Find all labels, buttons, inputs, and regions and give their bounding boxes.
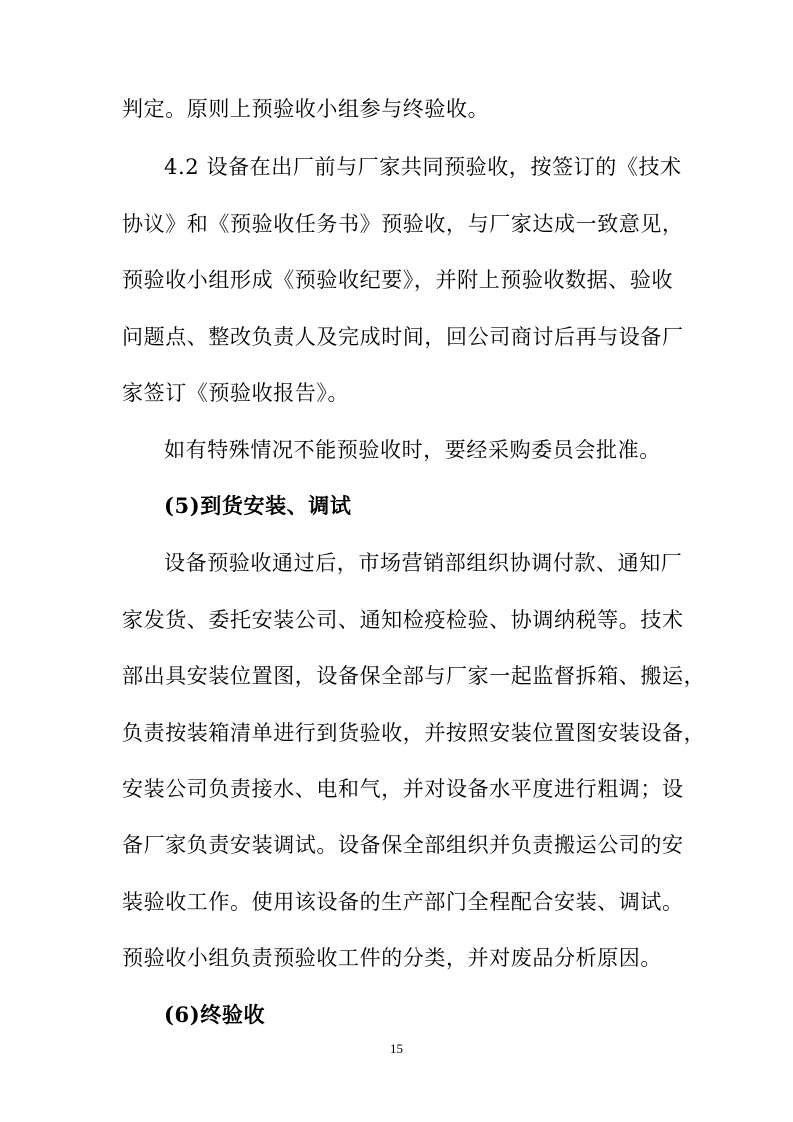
paragraph-line-7: 如有特殊情况不能预验收时，要经采购委员会批准。 (164, 438, 661, 462)
paragraph-line-2: 4.2 设备在出厂前与厂家共同预验收，按签订的《技术 (164, 155, 682, 179)
paragraph-line-5: 问题点、整改负责人及完成时间，回公司商讨后再与设备厂 (122, 325, 684, 349)
paragraph-line-13: 安装公司负责接水、电和气，并对设备水平度进行粗调；设 (122, 777, 684, 801)
paragraph-line-16: 预验收小组负责预验收工件的分类，并对废品分析原因。 (122, 946, 662, 970)
paragraph-line-10: 家发货、委托安装公司、通知检疫检验、协调纳税等。技术 (122, 608, 684, 632)
paragraph-line-12: 负责按装箱清单进行到货验收，并按照安装位置图安装设备， (122, 721, 706, 745)
paragraph-line-1: 判定。原则上预验收小组参与终验收。 (122, 97, 490, 121)
section-heading-6: (6)终验收 (164, 1002, 266, 1027)
section-heading-5: (5)到货安装、调试 (164, 493, 352, 518)
paragraph-line-15: 装验收工作。使用该设备的生产部门全程配合安装、调试。 (122, 890, 684, 914)
page-number: 15 (390, 1041, 403, 1056)
paragraph-line-6: 家签订《预验收报告》。 (122, 381, 350, 405)
paragraph-line-14: 备厂家负责安装调试。设备保全部组织并负责搬运公司的安 (122, 833, 684, 857)
paragraph-line-9: 设备预验收通过后，市场营销部组织协调付款、通知厂 (164, 551, 683, 575)
paragraph-line-11: 部出具安装位置图，设备保全部与厂家一起监督拆箱、搬运， (122, 664, 706, 688)
paragraph-line-3: 协议》和《预验收任务书》预验收，与厂家达成一致意见， (122, 212, 684, 236)
paragraph-line-4: 预验收小组形成《预验收纪要》，并附上预验收数据、验收 (122, 268, 674, 292)
